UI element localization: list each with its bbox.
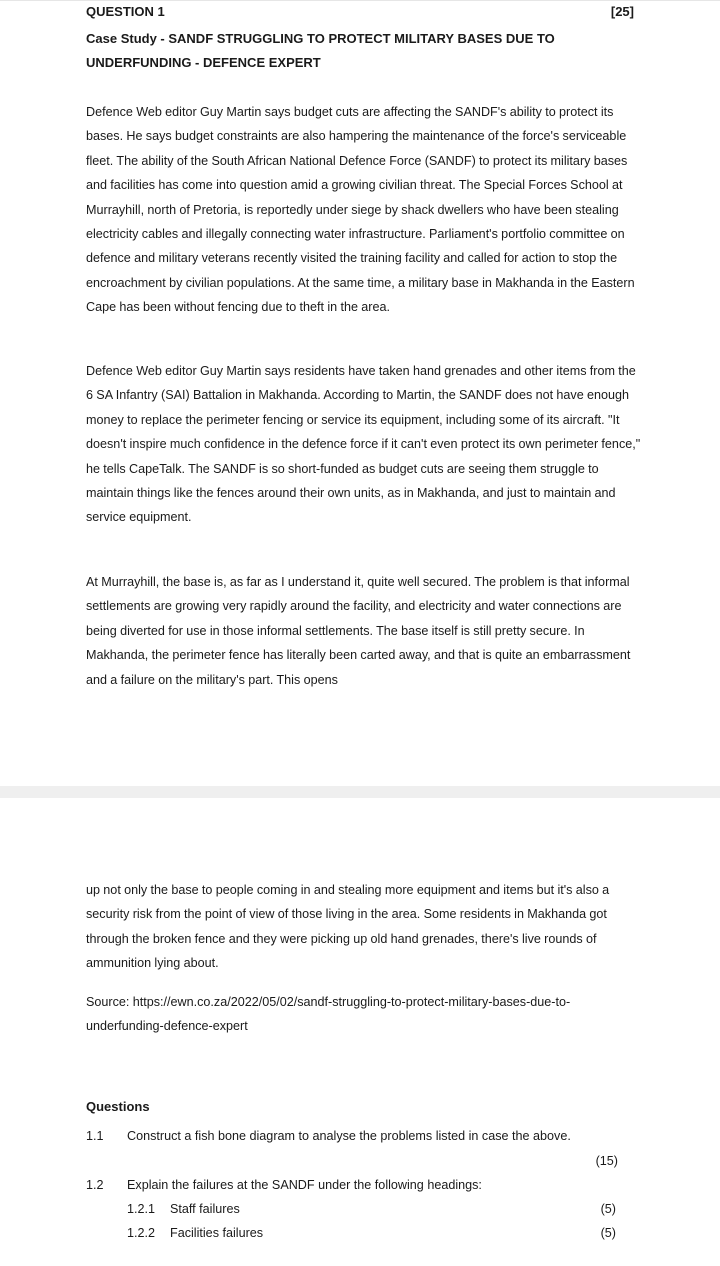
paragraph-3-part-1: At Murrayhill, the base is, as far as I understand it, quite well secured. The problem is that informal settlements are growing very rapidly around the facility, and electricity and water connections are being diverted for use in those informal settlements. The base itself is still pretty secure. In Makhanda, the perimeter fence has literally been carted away, and that is quite an embarrassment and a failure on the military's part. This opens [86,575,631,687]
top-border [0,0,720,1]
question-label: QUESTION 1 [86,4,165,19]
question-text: Construct a fish bone diagram to analyse the problems listed in case the above. [127,1129,571,1143]
question-text: Explain the failures at the SANDF under the following headings: [127,1178,482,1192]
sub-question-number: 1.2.1 [127,1202,156,1216]
case-study-title: Case Study - SANDF STRUGGLING TO PROTECT MILITARY BASES DUE TO UNDERFUNDING - DEFENCE EXPERT [86,31,555,70]
sub-question-text: Staff failures [170,1202,240,1216]
question-header [86,4,634,20]
paragraph-1: Defence Web editor Guy Martin says budget cuts are affecting the SANDF's ability to protect its bases. He says budget constraints are also hampering the maintenance of the force's serviceable fleet. The ability of the South African National Defence Force (SANDF) to protect its military bases and facilities has come into question amid a growing civilian threat. The Special Forces School at Murrayhill, north of Pretoria, is reportedly under siege by shack dwellers who have been stealing electricity cables and illegally connecting water infrastructure. Parliament's portfolio committee on defence and military veterans recently visited the training facility and called for action to stop the encroachment by civilian populations. At the same time, a military base in Makhanda in the Eastern Cape has been without fencing due to theft in the area. [86,105,635,315]
sub-question-marks: (5) [600,1202,616,1216]
sub-question-text: Facilities failures [170,1226,264,1240]
paragraph-2: Defence Web editor Guy Martin says residents have taken hand grenades and other items from the 6 SA Infantry (SAI) Battalion in Makhanda. According to Martin, the SANDF does not have enough money to replace the perimeter fencing or service its equipment, including some of its aircraft. "It doesn't inspire much confidence in the defence force if it can't even protect its own perimeter fence," he tells CapeTalk. The SANDF is so short-funded as budget cuts are seeing them struggle to maintain things like the fences around their own units, as in Makhanda, and just to maintain and service equipment. [86,364,641,525]
questions-heading: Questions [86,1099,150,1114]
question-marks: (15) [595,1154,618,1168]
sub-question-marks: (5) [600,1226,616,1240]
sub-question-number: 1.2.2 [127,1226,156,1240]
source-citation: Source: https://ewn.co.za/2022/05/02/sandf-struggling-to-protect-military-bases-due-to-underfunding-defence-expert [86,995,571,1033]
total-marks: [25] [610,4,634,19]
question-number: 1.2 [86,1178,104,1192]
paragraph-3-part-2: up not only the base to people coming in and stealing more equipment and items but it's also a security risk from the point of view of those living in the area. Some residents in Makhanda got through the broken fence and they were picking up old hand grenades, there's live rounds of ammunition lying about. [86,883,610,971]
page-break [0,786,720,798]
question-number: 1.1 [86,1129,104,1143]
